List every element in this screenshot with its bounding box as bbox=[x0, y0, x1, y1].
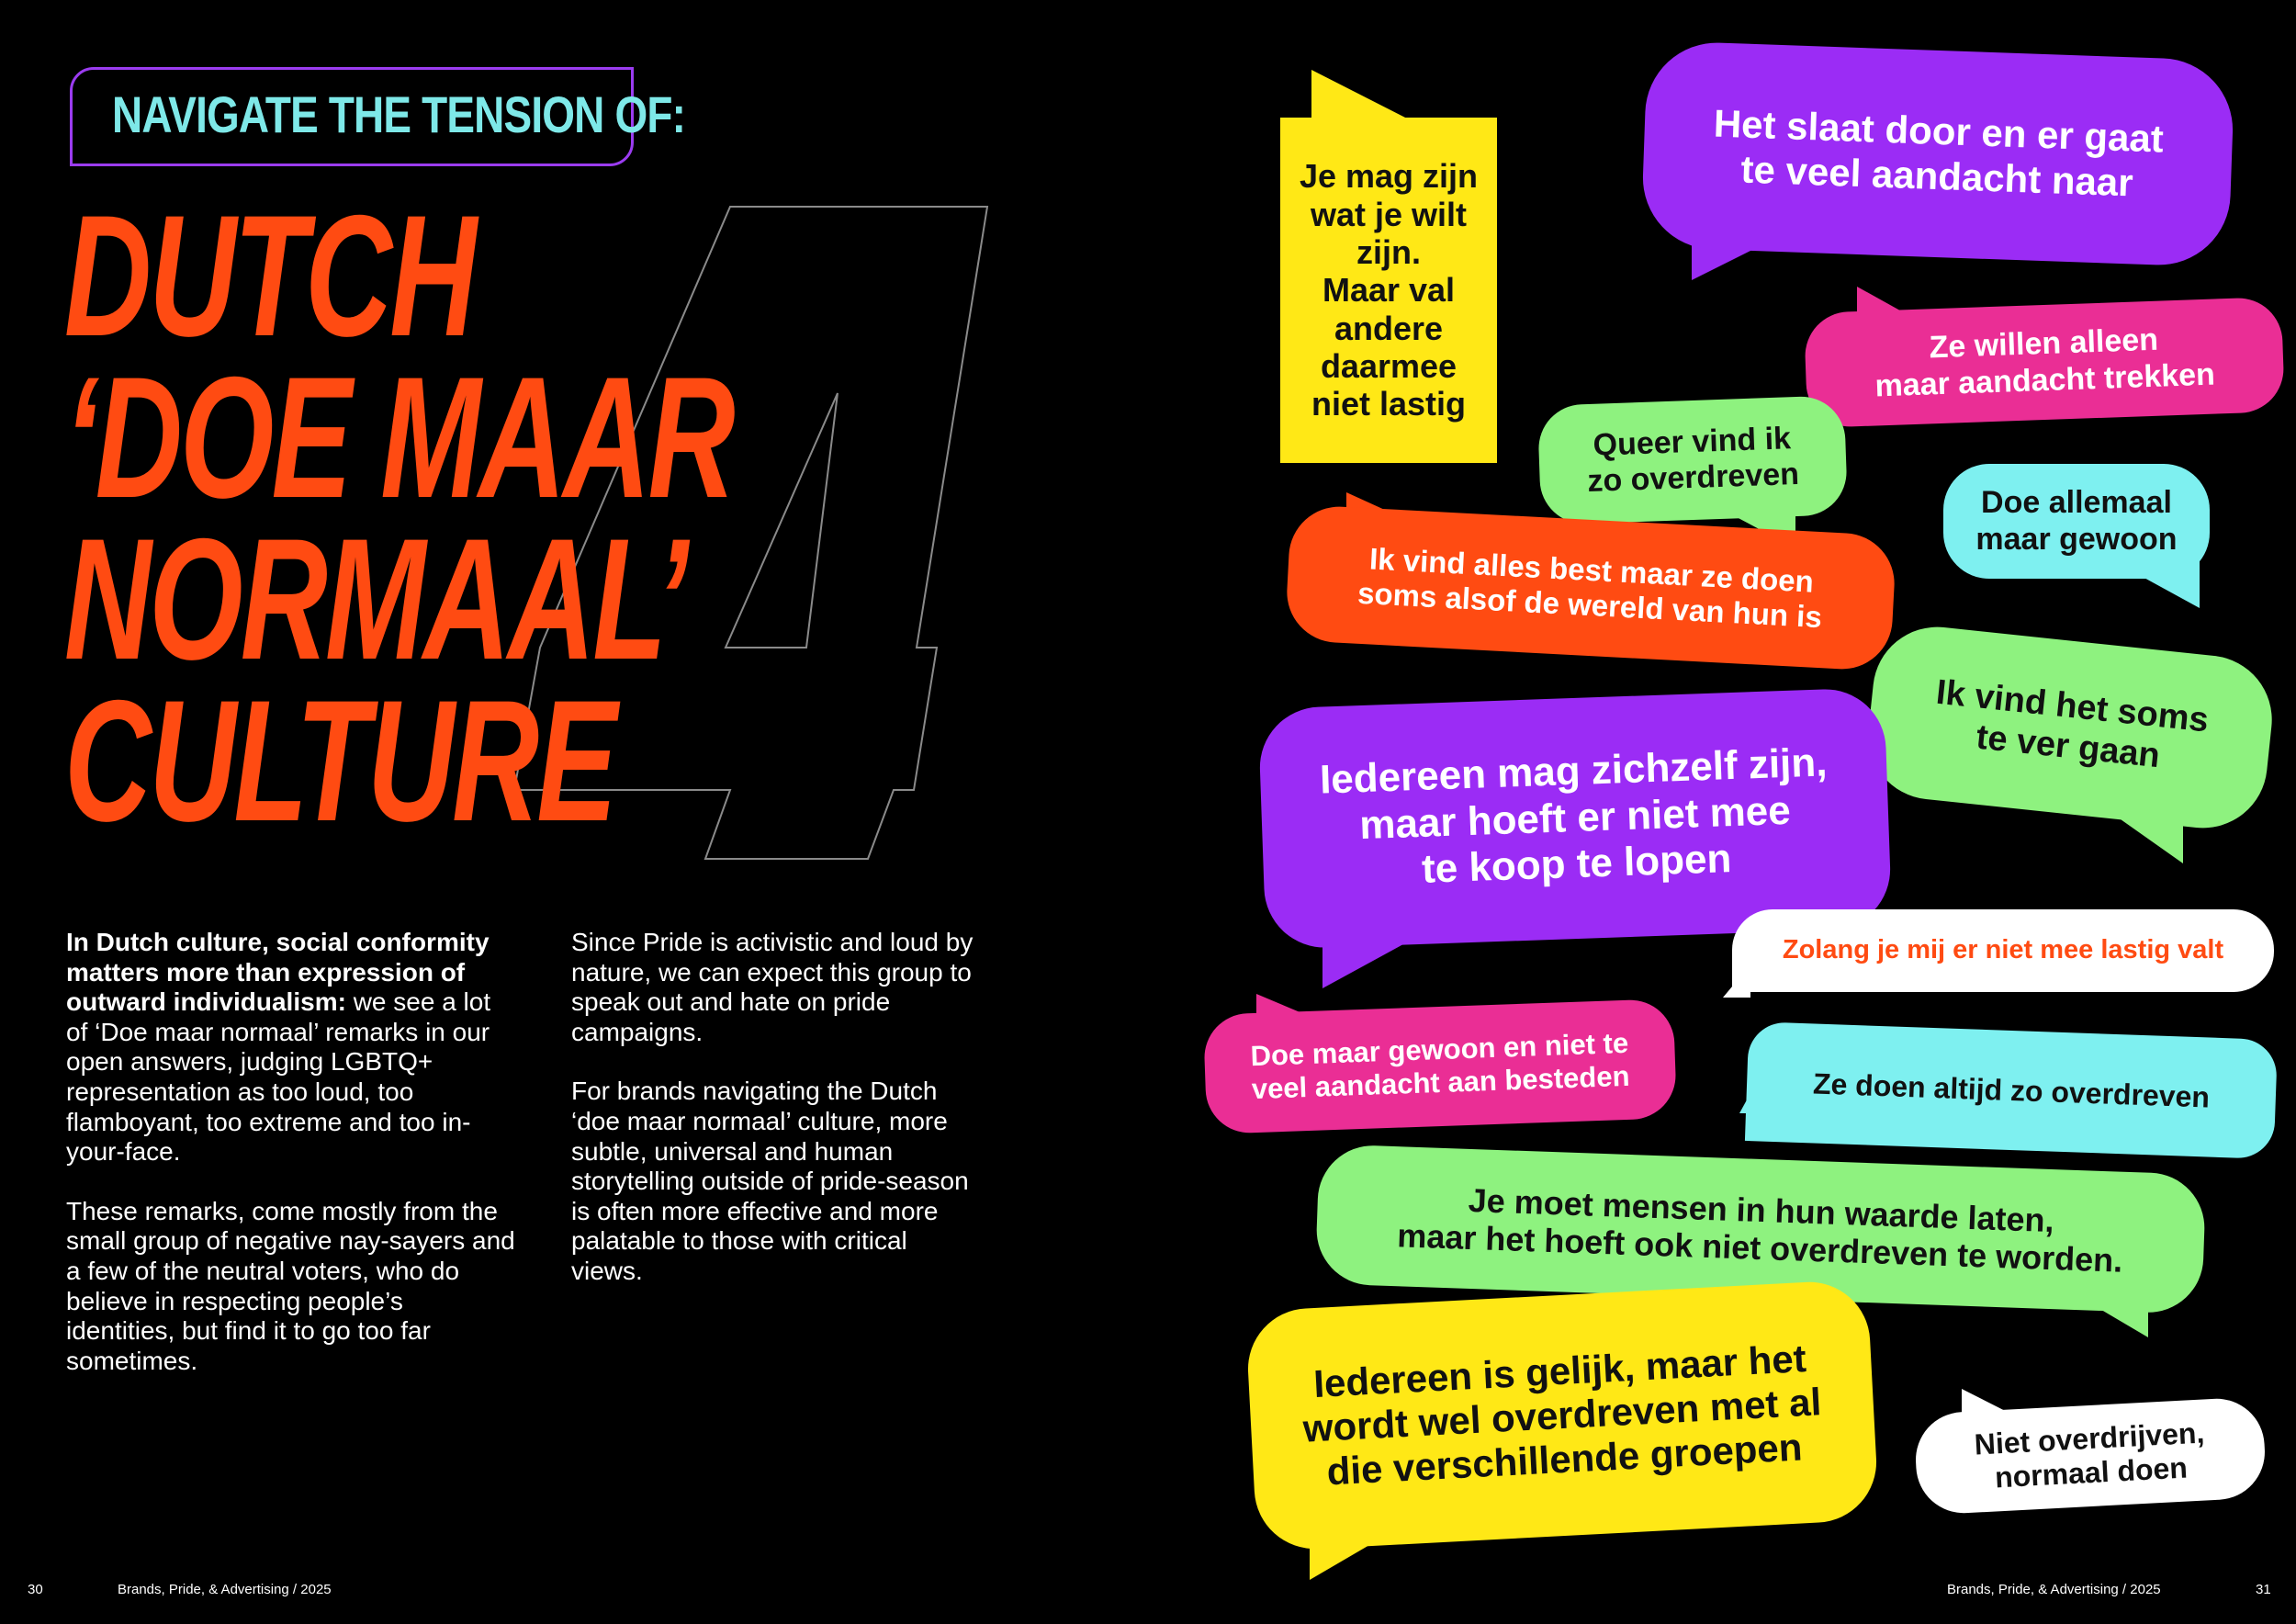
paragraph-3: Since Pride is activistic and loud by nature, we can expect this group to speak out and hate on pride campaigns. bbox=[571, 928, 974, 1046]
quote-bubble-6 bbox=[1285, 504, 1897, 671]
paragraph-2: These remarks, come mostly from the small group of negative nay-sayers and a few of the neutral voters, who do believe in respecting people’s identities, but find it to go too far sometimes. bbox=[66, 1196, 515, 1375]
quote-text-9: Zolang je mij er niet mee lastig valt bbox=[1782, 935, 2224, 965]
quote-text-2: Het slaat door en er gaat te veel aandacht naar bbox=[1713, 101, 2165, 204]
quote-text-14: Niet overdrijven, normaal doen bbox=[1973, 1415, 2206, 1494]
quote-bubble-5 bbox=[1943, 464, 2210, 579]
quote-bubble-3 bbox=[1804, 297, 2285, 428]
quote-bubble-11 bbox=[1745, 1021, 2278, 1159]
quote-text-12: Je moet mensen in hun waarde laten, maar het hoeft ook niet overdreven te worden. bbox=[1396, 1180, 2123, 1280]
title-line-2: ‘DOE MAAR bbox=[64, 341, 733, 534]
page-number-right: 31 bbox=[2256, 1582, 2271, 1597]
title-line-1: DUTCH bbox=[64, 179, 475, 372]
quote-text-8: Iedereen mag zichzelf zijn, maar hoeft er niet mee te koop te lopen bbox=[1319, 739, 1829, 893]
footer-left: Brands, Pride, & Advertising / 2025 bbox=[118, 1582, 332, 1597]
quote-text-13: Iedereen is gelijk, maar het wordt wel overdreven met al die verschillende groepen bbox=[1301, 1336, 1823, 1494]
quote-bubble-2 bbox=[1640, 40, 2234, 267]
quote-bubble-4 bbox=[1537, 395, 1848, 525]
quote-bubble-10 bbox=[1203, 998, 1677, 1134]
quote-text-5: Doe allemaal maar gewoon bbox=[1975, 485, 2178, 557]
quote-bubble-7 bbox=[1862, 621, 2278, 835]
title-line-3: NORMAAL’ bbox=[64, 502, 686, 695]
quote-text-4: Queer vind ik zo overdreven bbox=[1586, 421, 1800, 499]
paragraph-4: For brands navigating the Dutch ‘doe maar normaal’ culture, more subtle, universal and human storytelling outside of pride-season is often more effective and more palatable to those with critical views. bbox=[571, 1077, 969, 1285]
title-line-4: CULTURE bbox=[64, 664, 615, 857]
tag-heading: NAVIGATE THE TENSION OF: bbox=[112, 85, 686, 143]
quote-bubble-9 bbox=[1732, 909, 2274, 992]
quote-text-7: Ik vind het soms te ver gaan bbox=[1934, 672, 2211, 776]
paragraph-1 bbox=[66, 928, 516, 1167]
quote-text-1: Je mag zijn wat je wilt zijn. Maar val andere daarmee niet lastig bbox=[1299, 157, 1479, 423]
quote-text-11: Ze doen altijd zo overdreven bbox=[1812, 1066, 2211, 1114]
bubble-tail bbox=[1311, 70, 1412, 121]
paragraph-1-rest: we see a lot of ‘Doe maar normaal’ remarks in our open answers, judging LGBTQ+ representation as too loud, too flamboyant, too extreme and too in-your-face. bbox=[66, 987, 491, 1167]
quote-text-6: Ik vind alles best maar ze doen soms alsof de wereld van hun is bbox=[1356, 541, 1823, 635]
quote-bubble-13 bbox=[1245, 1279, 1880, 1551]
quote-bubble-14 bbox=[1913, 1396, 2267, 1516]
page-title bbox=[64, 179, 1019, 857]
quote-bubble-1 bbox=[1280, 118, 1497, 463]
quote-text-10: Doe maar gewoon en niet te veel aandacht aan besteden bbox=[1250, 1027, 1630, 1106]
page-number-left: 30 bbox=[28, 1582, 43, 1597]
body-column-2 bbox=[571, 928, 985, 1316]
quote-text-3: Ze willen alleen maar aandacht trekken bbox=[1874, 322, 2216, 403]
body-column-1 bbox=[66, 928, 516, 1405]
footer-right: Brands, Pride, & Advertising / 2025 bbox=[1947, 1582, 2161, 1597]
paragraph-1-bold: In Dutch culture, social conformity matters more than expression of outward individualism: bbox=[66, 928, 490, 1017]
